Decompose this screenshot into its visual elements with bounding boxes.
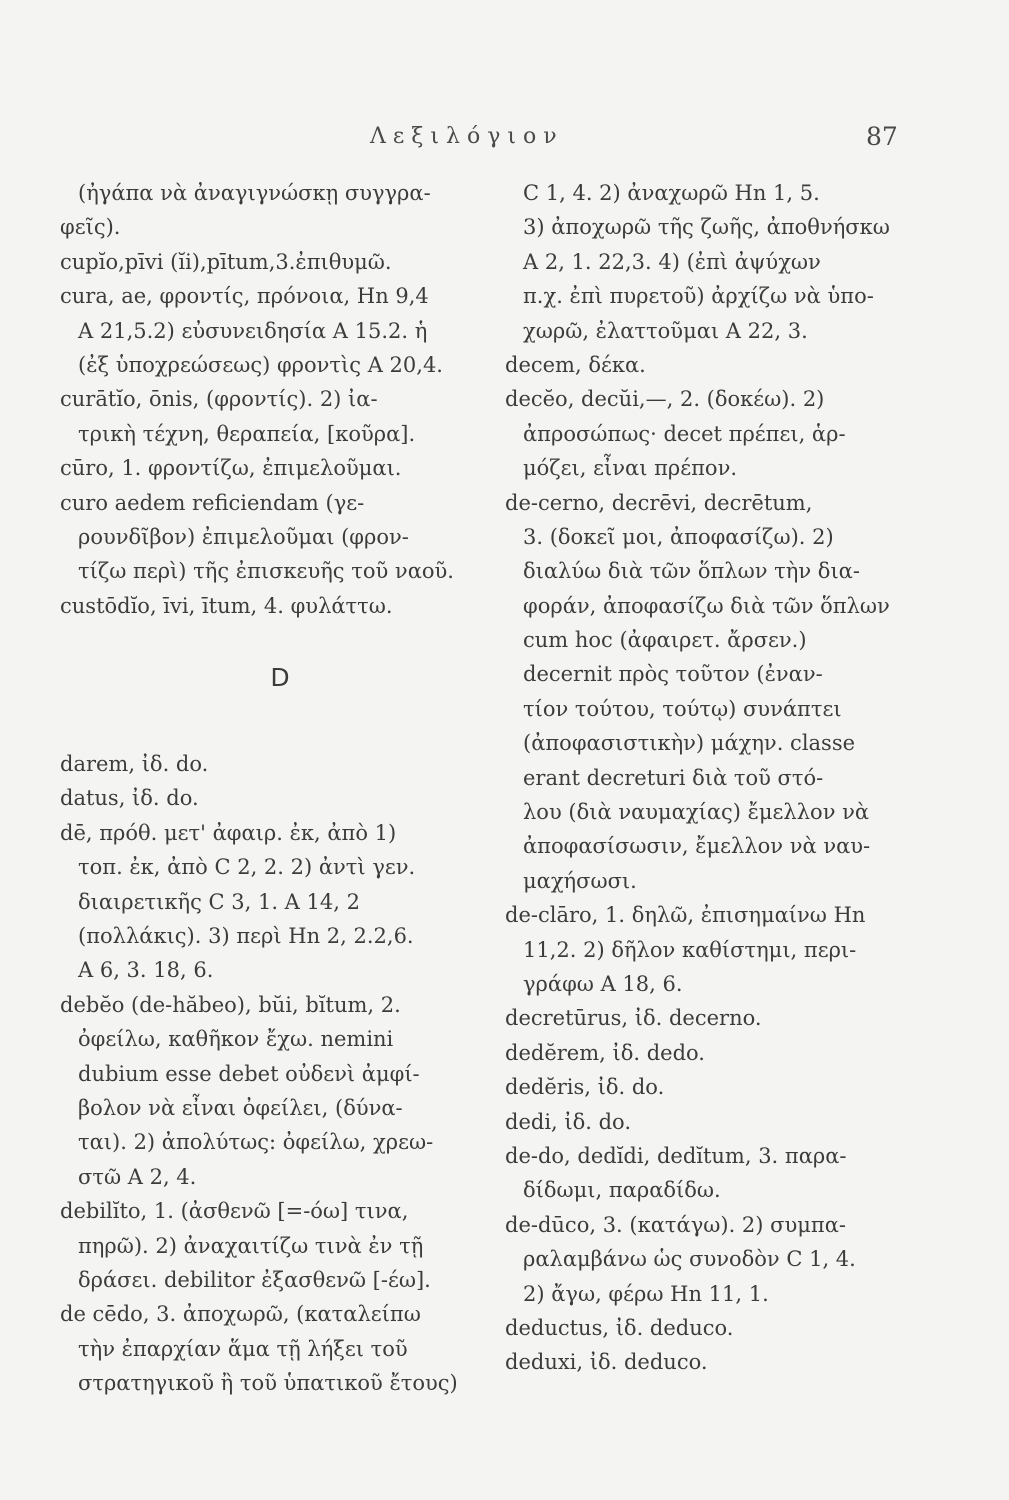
text-line: γράφω A 18, 6. (523, 971, 683, 996)
text-line: δίδωμι, παραδίδω. (523, 1178, 721, 1203)
right-column (505, 176, 975, 1380)
text-line: μαχήσωσι. (523, 868, 637, 893)
text-line: (ἠγάπα νὰ ἀναγιγνώσκῃ συγγρα- (78, 181, 431, 205)
text-line: erant decreturi διὰ τοῦ στό- (523, 765, 824, 790)
text-line: μόζει, εἶναι πρέπον. (523, 456, 738, 481)
text-line: A 6, 3. 18, 6. (78, 958, 214, 983)
text-line: cupĭo,pīvi (ĭi),pītum,3.ἐπιθυμῶ. (60, 249, 392, 274)
text-line: debilĭto, 1. (ἀσθενῶ [=-όω] τινα, (60, 1199, 409, 1224)
text-line: τίζω περὶ) τῆς ἐπισκευῆς τοῦ ναοῦ. (78, 559, 454, 584)
text-line: dubium esse debet οὐδενὶ ἀμφί- (78, 1061, 420, 1086)
text-line: διαλύω διὰ τῶν ὅπλων τὴν δια- (523, 559, 860, 584)
text-line: darem, ἰδ. do. (60, 752, 209, 777)
text-line: λου (διὰ ναυμαχίας) ἔμελλον νὰ (523, 800, 870, 825)
text-line: custōdĭo, īvi, ītum, 4. φυλάττω. (60, 593, 393, 618)
text-line: τοπ. ἐκ, ἀπὸ C 2, 2. 2) ἀντὶ γεν. (78, 855, 416, 880)
text-line: ἀποφασίσωσιν, ἔμελλον νὰ ναυ- (523, 834, 871, 859)
text-line: διαιρετικῆς C 3, 1. A 14, 2 (78, 889, 360, 914)
text-line: dē, πρόθ. μετ' ἀφαιρ. ἐκ, ἀπὸ 1) (60, 820, 397, 845)
running-title: Λεξιλόγιον (370, 124, 564, 149)
page-number: 87 (866, 122, 898, 151)
text-line: φεῖς). (60, 215, 121, 240)
text-line: (ἀποφασιστικὴν) μάχην. classe (523, 731, 856, 756)
text-line: deductus, ἰδ. deduco. (505, 1315, 734, 1340)
text-line: 3) ἀποχωρῶ τῆς ζωῆς, ἀποθνήσκω (523, 215, 890, 240)
text-line: cūro, 1. φροντίζω, ἐπιμελοῦμαι. (60, 456, 402, 481)
text-line: ὀφείλω, καθῆκον ἔχω. nemini (78, 1027, 394, 1052)
text-line: βολον νὰ εἶναι ὀφείλει, (δύνα- (78, 1095, 403, 1120)
text-line: curātĭo, ōnis, (φροντίς). 2) ἰα- (60, 387, 378, 412)
text-line: τίον τούτου, τούτῳ) συνάπτει (523, 696, 842, 721)
text-line: cura, ae, φροντίς, πρόνοια, Hn 9,4 (60, 284, 429, 309)
text-line: de-clāro, 1. δηλῶ, ἐπισημαίνω Hn (505, 903, 866, 928)
text-line: decem, δέκα. (505, 352, 646, 377)
text-line: ἀπροσώπως· decet πρέπει, ἁρ- (523, 421, 846, 446)
text-line: τὴν ἐπαρχίαν ἅμα τῇ λήξει τοῦ (78, 1336, 408, 1361)
text-line: C 1, 4. 2) ἀναχωρῶ Hn 1, 5. (523, 181, 820, 205)
right-entries (505, 176, 975, 1380)
text-line: (πολλάκις). 3) περὶ Hn 2, 2.2,6. (78, 924, 414, 949)
text-line: ραλαμβάνω ὡς συνοδὸν C 1, 4. (523, 1247, 856, 1272)
text-line: στρατηγικοῦ ἢ τοῦ ὑπατικοῦ ἔτους) (78, 1371, 458, 1396)
text-line: datus, ἰδ. do. (60, 786, 199, 811)
text-line: A 21,5.2) εὐσυνειδησία A 15.2. ἡ (78, 318, 428, 343)
text-line: 11,2. 2) δῆλον καθίστημι, περι- (523, 937, 857, 962)
text-line: debĕo (de-hăbeo), bŭi, bĭtum, 2. (60, 992, 401, 1017)
text-line: cum hoc (ἀφαιρετ. ἄρσεν.) (523, 628, 807, 653)
text-line: decretūrus, ἰδ. decerno. (505, 1006, 762, 1031)
text-line: curo aedem reficiendam (γε- (60, 490, 365, 515)
left-entries-bottom (60, 747, 500, 1400)
text-line: A 2, 1. 22,3. 4) (ἐπὶ ἀψύχων (523, 249, 821, 274)
text-line: dedĕrem, ἰδ. dedo. (505, 1040, 705, 1065)
text-line: de-dūco, 3. (κατάγω). 2) συμπα- (505, 1212, 846, 1237)
text-line: 2) ἄγω, φέρω Hn 11, 1. (523, 1281, 769, 1306)
text-line: ται). 2) ἀπολύτως: ὀφείλω, χρεω- (78, 1130, 434, 1155)
section-heading-d: D (270, 663, 290, 693)
left-column (60, 176, 500, 1401)
text-line: deduxi, ἰδ. deduco. (505, 1350, 708, 1375)
text-line: de-do, dedĭdi, dedĭtum, 3. παρα- (505, 1143, 847, 1168)
text-line: τρικὴ τέχνη, θεραπεία, [κοῦρα]. (78, 421, 416, 446)
text-line: dedĕris, ἰδ. do. (505, 1075, 665, 1100)
left-entries-top (60, 176, 500, 623)
text-line: de-cerno, decrēvi, decrētum, (505, 490, 813, 515)
text-line: π.χ. ἐπὶ πυρετοῦ) ἀρχίζω νὰ ὑπο- (523, 284, 874, 309)
text-line: dedi, ἰδ. do. (505, 1109, 631, 1134)
text-line: δράσει. debilitor ἐξασθενῶ [-έω]. (78, 1267, 431, 1292)
text-line: de cēdo, 3. ἀποχωρῶ, (καταλείπω (60, 1302, 421, 1327)
text-line: φοράν, ἀποφασίζω διὰ τῶν ὅπλων (523, 593, 890, 618)
text-line: 3. (δοκεῖ μοι, ἀποφασίζω). 2) (523, 524, 834, 549)
text-line: (ἐξ ὑποχρεώσεως) φροντὶς A 20,4. (78, 352, 443, 377)
text-line: στῶ A 2, 4. (78, 1164, 197, 1189)
text-line: ρουνδῖβον) ἐπιμελοῦμαι (φρον- (78, 524, 409, 549)
text-line: decernit πρὸς τοῦτον (ἐναν- (523, 662, 823, 687)
text-line: decĕo, decŭi,—, 2. (δοκέω). 2) (505, 387, 825, 412)
page-header (0, 118, 1009, 158)
text-line: πηρῶ). 2) ἀναχαιτίζω τινὰ ἐν τῇ (78, 1233, 424, 1258)
text-line: χωρῶ, ἐλαττοῦμαι A 22, 3. (523, 318, 808, 343)
